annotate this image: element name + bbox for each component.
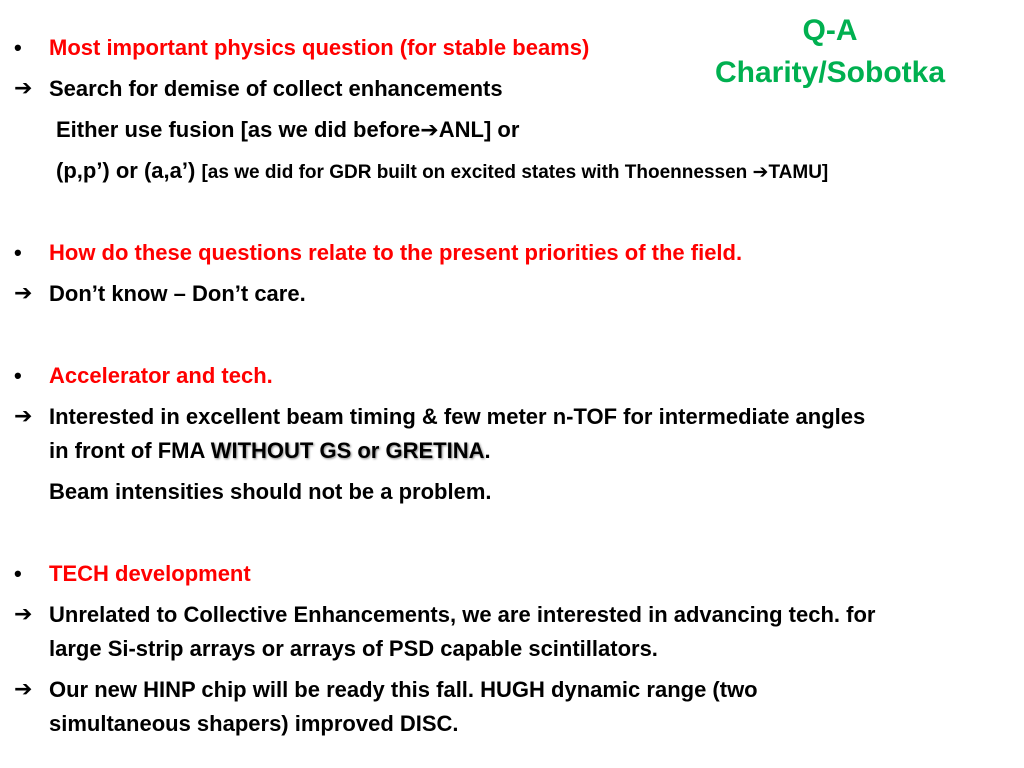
section-4-point-1-text-2: large Si-strip arrays or arrays of PSD capable scintillators. xyxy=(49,636,658,661)
slide-title xyxy=(680,10,980,94)
section-3-heading-text: Accelerator and tech. xyxy=(49,363,273,388)
right-arrow-icon: ➔ xyxy=(14,677,33,702)
section-4-point-1-text-1: Unrelated to Collective Enhancements, we are interested in advancing tech. for xyxy=(49,602,876,627)
title-line-1: Q-A xyxy=(802,14,858,47)
section-1-heading-text: Most important physics question (for stable beams) xyxy=(49,35,590,60)
section-3-sub-text: Beam intensities should not be a problem. xyxy=(49,479,492,504)
section-1-point-text: Search for demise of collect enhancements xyxy=(49,76,503,101)
emphasis-text: WITHOUT GS or GRETINA xyxy=(210,438,485,463)
section-3-point-text-1: Interested in excellent beam timing & few meter n-TOF for intermediate angles xyxy=(49,404,866,429)
bullet-icon: • xyxy=(14,35,22,60)
section-4-heading-text: TECH development xyxy=(49,561,251,586)
sub-2-main: (p,p’) or (a,a’) xyxy=(56,158,202,183)
right-arrow-icon: ➔ xyxy=(14,602,33,627)
right-arrow-icon: ➔ xyxy=(752,161,769,183)
right-arrow-icon: ➔ xyxy=(14,281,33,306)
sub-1-pre: Either use fusion [as we did before xyxy=(56,117,421,142)
title-line-2: Charity/Sobotka xyxy=(714,56,946,89)
section-3-point-l2-pre: in front of FMA xyxy=(49,438,211,463)
sub-2-small: [as we did for GDR built on excited states with Thoennessen xyxy=(201,162,753,183)
bullet-icon: • xyxy=(14,240,22,265)
right-arrow-icon: ➔ xyxy=(420,118,439,143)
sub-2-end: TAMU] xyxy=(768,162,829,183)
bullet-icon: • xyxy=(14,561,22,586)
section-2-point-text: Don’t know – Don’t care. xyxy=(49,281,306,306)
sub-1-post: ANL] or xyxy=(438,117,520,142)
section-2-heading-text: How do these questions relate to the present priorities of the field. xyxy=(49,240,743,265)
right-arrow-icon: ➔ xyxy=(14,404,33,429)
right-arrow-icon: ➔ xyxy=(14,76,33,101)
section-4-point-2-text-1: Our new HINP chip will be ready this fall. HUGH dynamic range (two xyxy=(49,677,758,702)
section-3-point-l2-post: . xyxy=(484,438,491,463)
section-4-point-2-text-2: simultaneous shapers) improved DISC. xyxy=(49,711,459,736)
bullet-icon: • xyxy=(14,363,22,388)
